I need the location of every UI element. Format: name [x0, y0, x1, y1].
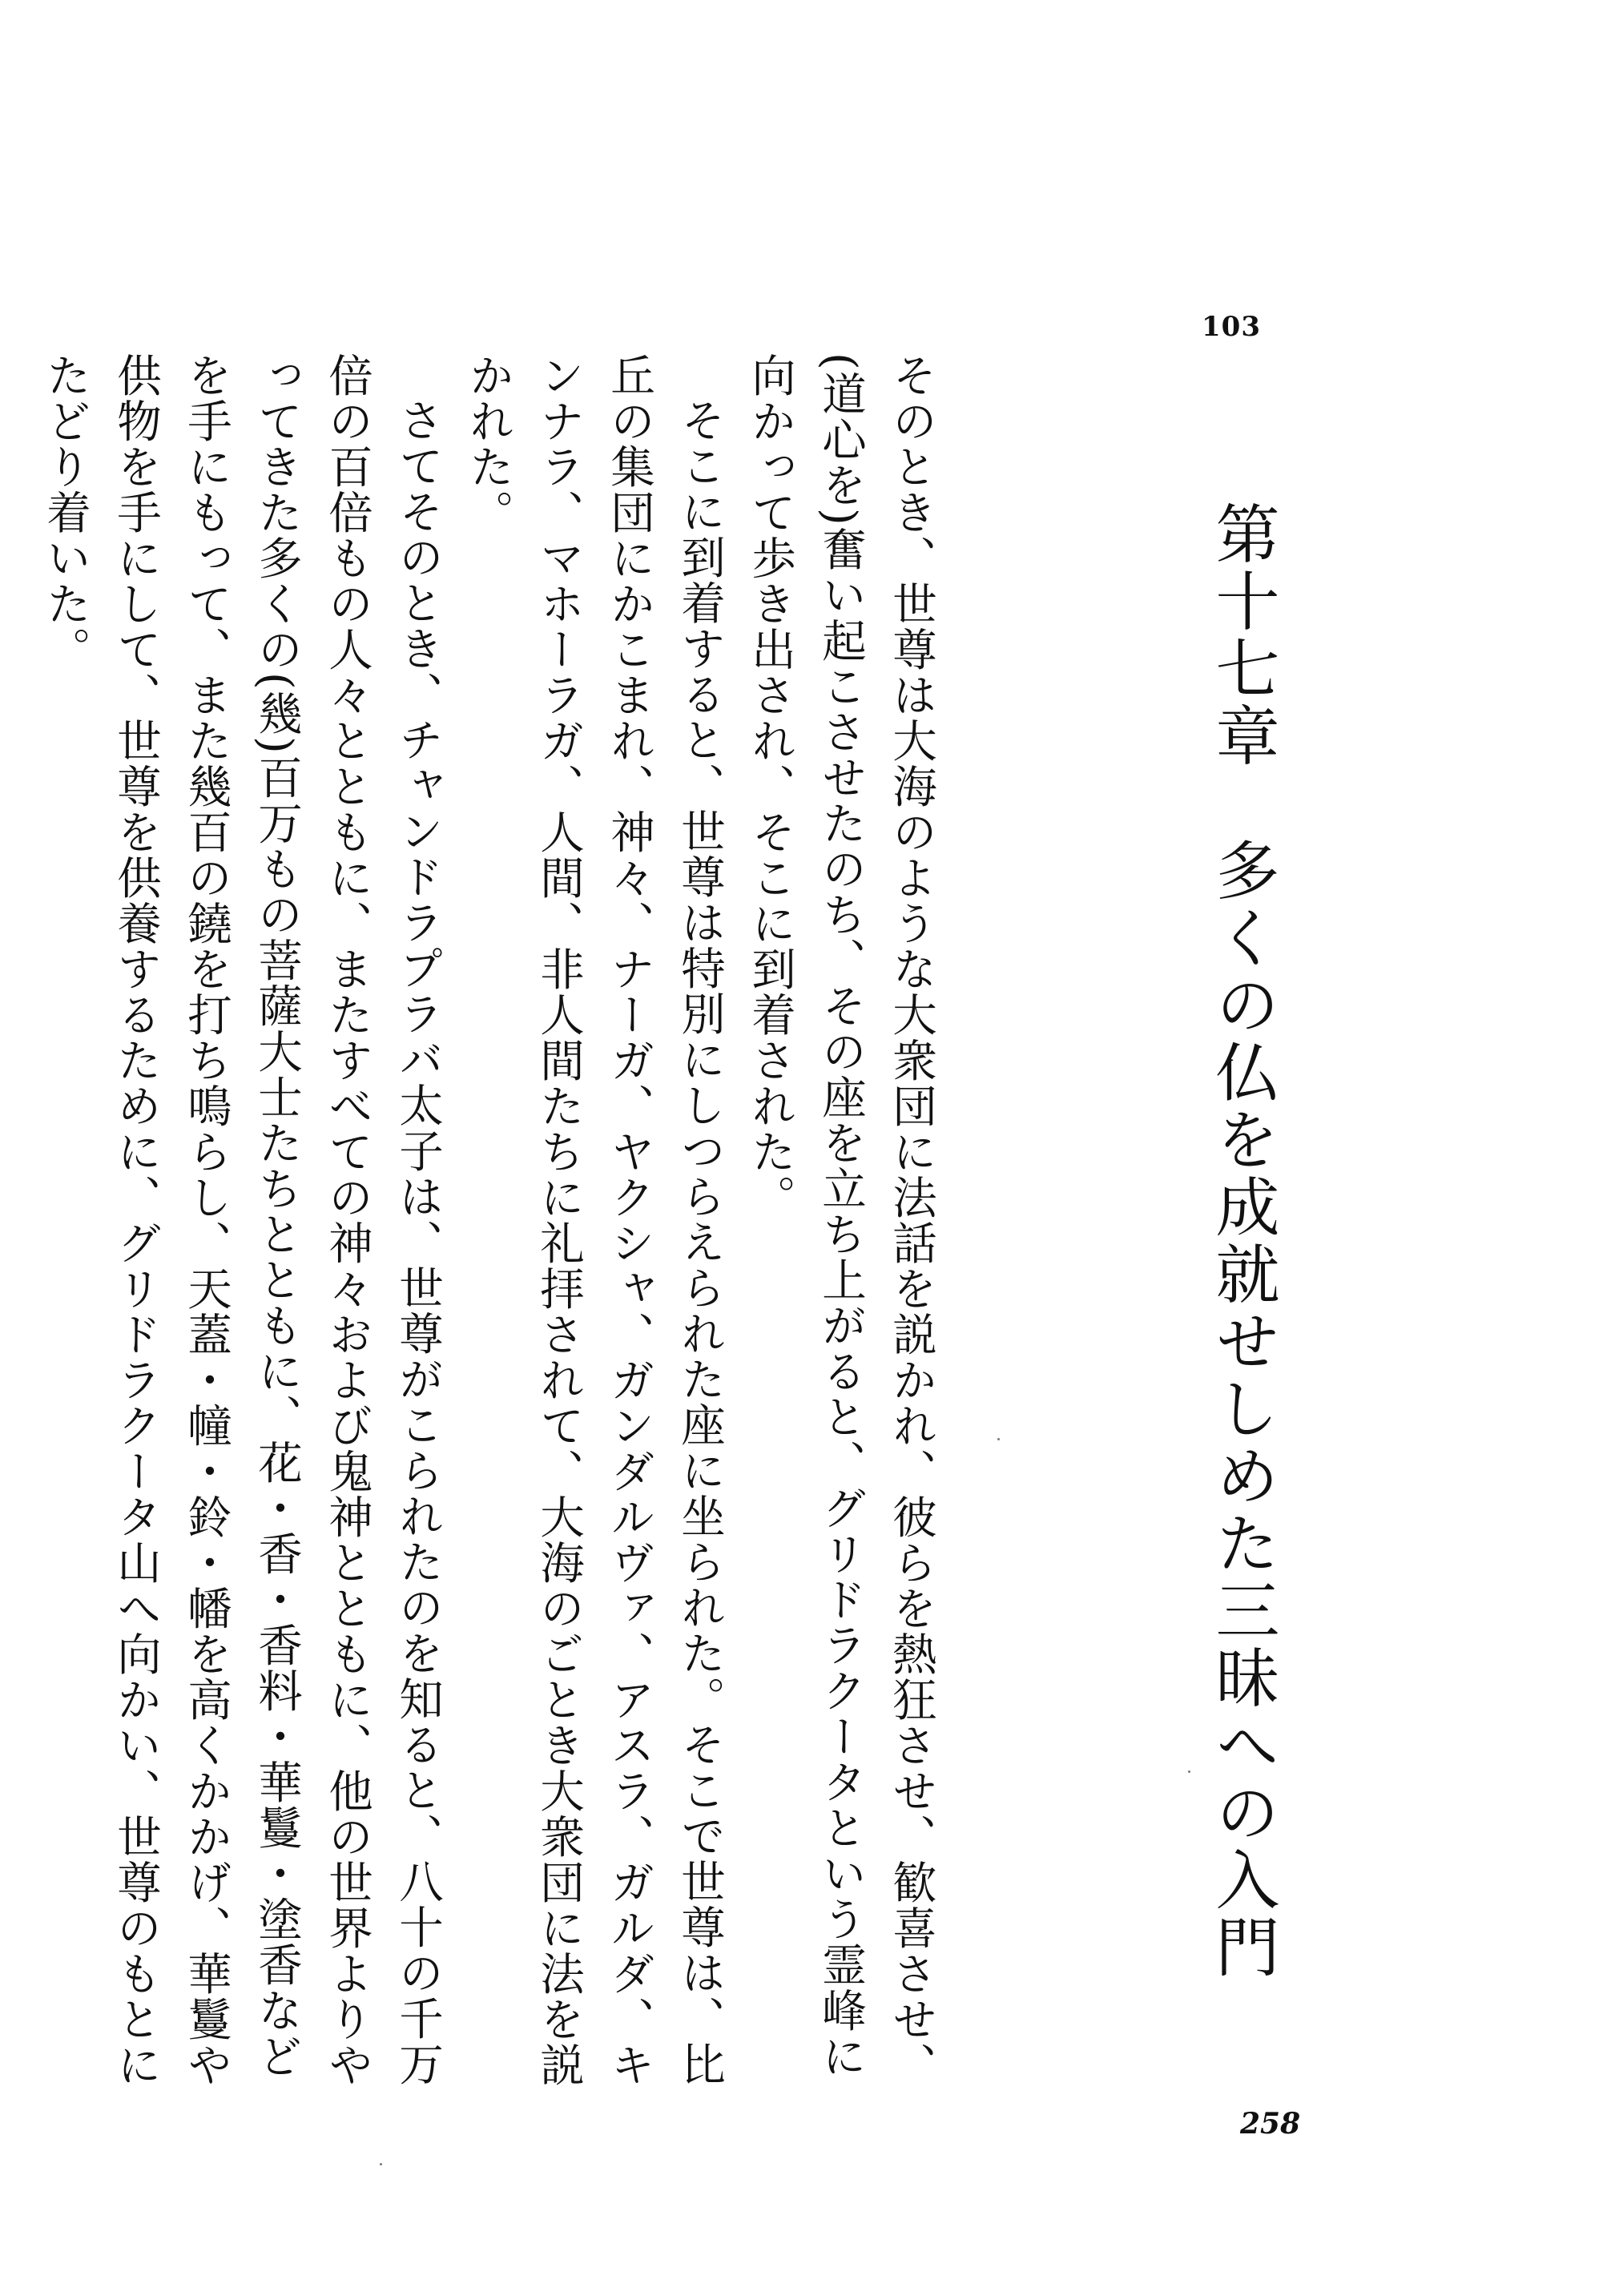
body-text: [38, 352, 945, 2099]
scan-speck: [997, 1438, 1000, 1440]
paragraph-2: そこに到着すると、世尊は特別にしつらえられた座に坐られた。そこで世尊は、比丘の集団にかこまれ、神々、ナーガ、ヤクシャ、ガンダルヴァ、アスラ、ガルダ、キンナラ、マホーラガ、人間、非人間たちに礼拝されて、大海のごとき大衆団に法を説かれた。: [461, 352, 725, 2088]
scan-speck: [1188, 1770, 1190, 1773]
paragraph-1: そのとき、世尊は大海のような大衆団に法話を説かれ、彼らを熱狂させ、歓喜させ、(道心を)奮い起こさせたのち、その座を立ち上がると、グリドラクータという霊峰に向かって歩き出され、そこに到着された。: [743, 352, 936, 2088]
page-number-bottom: 258: [1240, 2107, 1301, 2141]
paragraph-3: さてそのとき、チャンドラプラバ太子は、世尊がこられたのを知ると、八十の千万倍の百倍もの人々とともに、またすべての神々および鬼神とともに、他の世界よりやってきた多くの(幾)百万もの菩薩大士たちとともに、花・香・香料・華鬘・塗香などを手にもって、また幾百の鐃を打ち鳴らし、天蓋・幢・鈴・幡を高くかかげ、華鬘や供物を手にして、世尊を供養するために、グリドラクータ山へ向かい、世尊のもとにたどり着いた。: [38, 352, 443, 2088]
chapter-title: 第十七章 多くの仏を成就せしめた三昧への入門: [1205, 501, 1279, 1981]
page-number-top: 103: [1202, 311, 1261, 343]
scan-speck: [380, 2163, 382, 2165]
